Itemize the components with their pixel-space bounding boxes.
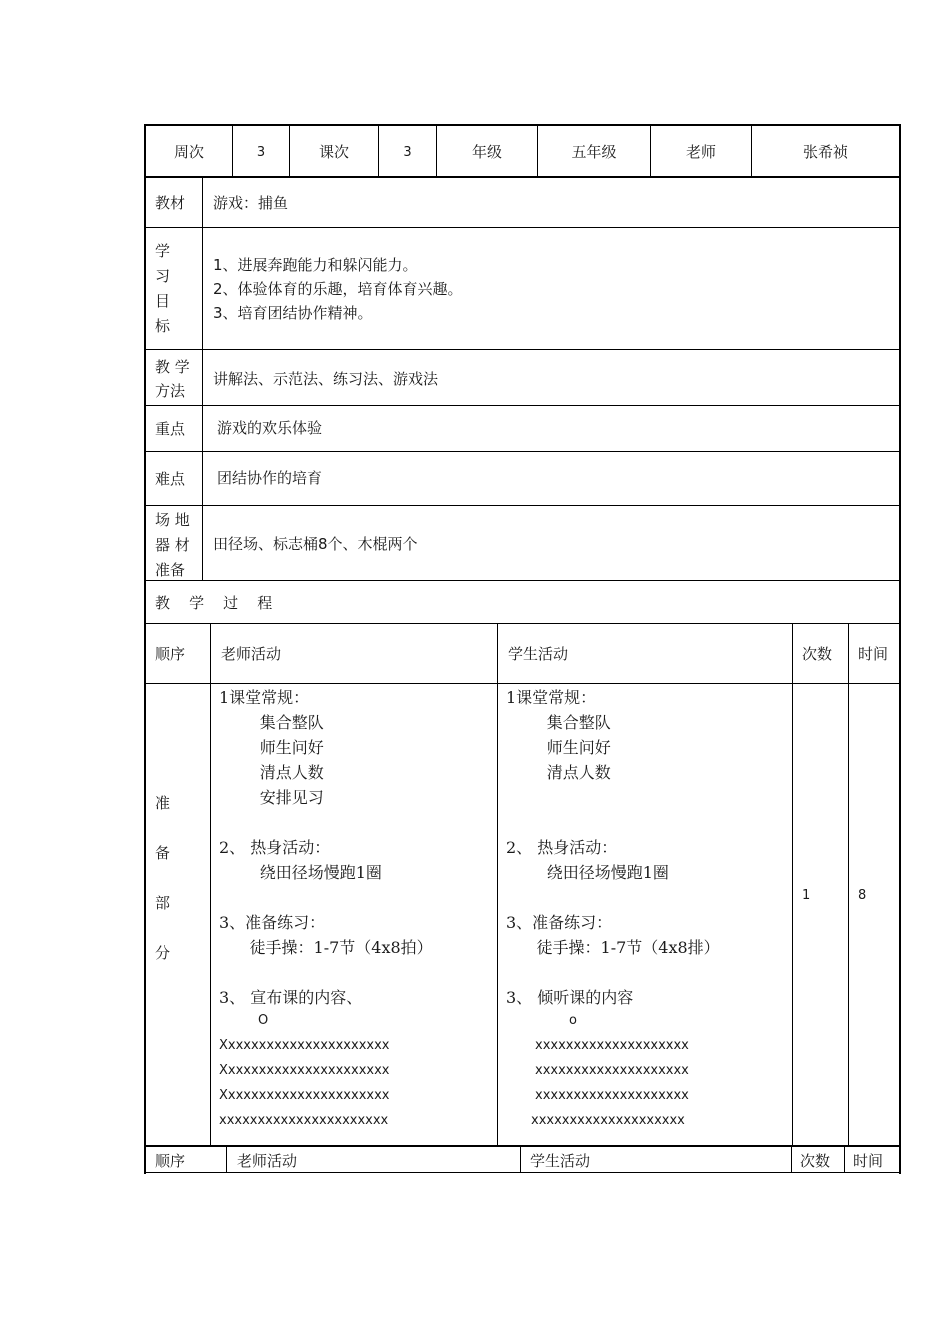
student-activity-line: 2、 热身活动： [506,838,618,857]
lesson-label: 课次 [318,143,349,161]
col-divider [848,623,849,1146]
col-divider [844,1146,845,1173]
prep-label-char: 分 [155,944,171,962]
methods-label: 方法 [155,382,186,400]
prep-label-char: 部 [155,894,171,912]
col-header-student: 学生活动 [508,645,569,663]
row-divider [144,405,901,406]
teacher-activity-line: 集合整队 [219,713,324,732]
footer-col-student: 学生活动 [530,1152,591,1170]
footer-col-teacher: 老师活动 [237,1152,298,1170]
row-divider [144,1145,901,1147]
footer-col-count: 次数 [800,1152,831,1170]
row-divider [144,227,901,228]
teacher-activity-line: 2、 热身活动： [219,838,331,857]
teacher-formation-row: Xxxxxxxxxxxxxxxxxxxxxx [219,1038,390,1053]
goal-item: 1、进展奔跑能力和躲闪能力。 [213,256,418,274]
footer-col-time: 时间 [853,1152,884,1170]
goal-item: 2、体验体育的乐趣，培育体育兴趣。 [213,280,463,298]
row-divider [144,505,901,506]
goals-label-char: 习 [155,267,171,285]
prep-label-char: 备 [155,844,171,862]
col-header-time: 时间 [858,645,889,663]
methods-label: 教 学 [155,358,190,376]
teacher-activity-line: 3、 宣布课的内容、 [219,988,363,1007]
student-activity-line: 清点人数 [506,763,611,782]
material-label: 教材 [155,194,186,212]
week-value: 3 [256,145,266,160]
col-header-teacher: 老师活动 [221,645,282,663]
difficulty-label: 难点 [155,470,186,488]
teacher-value: 张希祯 [802,143,848,161]
grade-value: 五年级 [571,143,617,161]
col-divider [520,1146,521,1173]
teacher-formation-row: Xxxxxxxxxxxxxxxxxxxxxx [219,1088,390,1103]
table-border-left [144,124,146,1174]
col-header-order: 顺序 [155,645,186,663]
teacher-activity-line: 绕田径场慢跑1圈 [219,863,382,882]
week-label: 周次 [173,143,204,161]
teacher-activity-line: 安排见习 [219,788,324,807]
table-border-bottom [144,1172,901,1173]
row-divider [144,451,901,452]
teacher-formation-row: xxxxxxxxxxxxxxxxxxxxxx [219,1113,389,1128]
col-divider [792,623,793,1146]
goals-label-char: 目 [155,292,171,310]
student-formation-row: xxxxxxxxxxxxxxxxxxxx [535,1088,689,1103]
key-point-value: 游戏的欢乐体验 [217,419,323,437]
venue-label: 场 地 [155,511,190,529]
student-formation-row: xxxxxxxxxxxxxxxxxxxx [535,1063,689,1078]
venue-value: 田径场、标志桶8个、木棍两个 [213,535,418,553]
teacher-activity-line: 3、准备练习： [219,913,326,932]
teacher-formation-marker: O [258,1013,269,1028]
row-divider [144,349,901,350]
student-formation-row: xxxxxxxxxxxxxxxxxxxx [531,1113,685,1128]
row-divider [144,580,901,581]
table-border-right [899,124,901,1174]
goal-item: 3、培育团结协作精神。 [213,304,373,322]
student-activity-line: 绕田径场慢跑1圈 [506,863,669,882]
key-point-label: 重点 [155,420,186,438]
venue-label: 器 材 [155,536,190,554]
table-border-top [144,124,901,126]
student-activity-line: 徒手操：1-7节（4x8排） [506,938,720,957]
label-col-divider [202,177,203,580]
teacher-activity-line: 1课堂常规： [219,688,310,707]
process-title: 教 学 过 程 [155,594,273,612]
col-divider [791,1146,792,1173]
difficulty-value: 团结协作的培育 [217,469,323,487]
footer-col-order: 顺序 [155,1152,186,1170]
student-activity-line: 3、 倾听课的内容 [506,988,634,1007]
methods-value: 讲解法、示范法、练习法、游戏法 [213,370,439,388]
goals-label-char: 标 [155,317,171,335]
prep-count: 1 [802,888,811,903]
col-divider [226,1146,227,1173]
prep-label-char: 准 [155,794,171,812]
goals-label-char: 学 [155,242,171,260]
teacher-activity-line: 清点人数 [219,763,324,782]
teacher-label: 老师 [685,143,716,161]
teacher-activity-line: 师生问好 [219,738,324,757]
teacher-activity-line: 徒手操：1-7节（4x8拍） [219,938,433,957]
col-divider [210,623,211,1146]
row-divider [144,176,901,178]
student-activity-line: 1课堂常规： [506,688,597,707]
col-header-count: 次数 [802,645,833,663]
lesson-value: 3 [403,145,412,160]
student-activity-line: 师生问好 [506,738,611,757]
venue-label: 准备 [155,561,186,579]
col-divider [497,623,498,1146]
prep-time: 8 [858,888,867,903]
student-activity-line: 3、准备练习： [506,913,613,932]
student-formation-marker: o [569,1013,577,1028]
material-value: 游戏：捕鱼 [213,194,289,212]
row-divider [144,683,901,684]
teacher-formation-row: Xxxxxxxxxxxxxxxxxxxxxx [219,1063,390,1078]
student-formation-row: xxxxxxxxxxxxxxxxxxxx [535,1038,689,1053]
student-activity-line: 集合整队 [506,713,611,732]
grade-label: 年级 [471,143,502,161]
row-divider [144,623,901,624]
